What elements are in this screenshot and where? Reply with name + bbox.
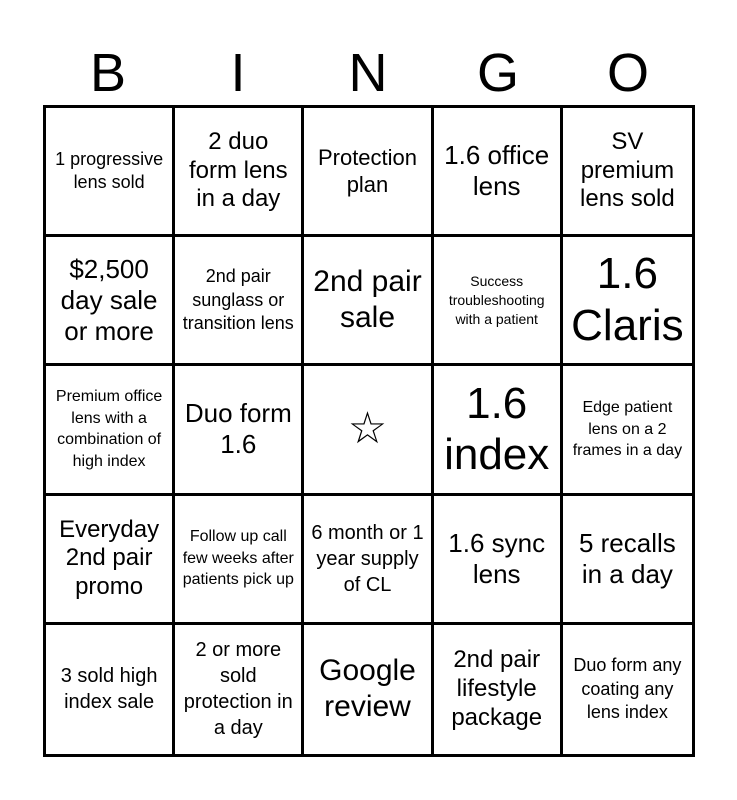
bingo-cell-g1[interactable]	[434, 108, 563, 237]
cell-label: Follow up call few weeks after patients pick up	[182, 528, 294, 589]
bingo-cell-i4[interactable]	[175, 496, 304, 625]
cell-label: SV premium lens sold	[580, 127, 675, 213]
header-letter-g: G	[476, 43, 519, 103]
bingo-board	[43, 105, 695, 757]
bingo-cell-i3[interactable]	[175, 366, 304, 495]
bingo-cell-o1[interactable]	[563, 108, 692, 237]
cell-label: 1 progressive lens sold	[55, 148, 164, 193]
cell-label: 2 or more sold protection in a day	[183, 639, 293, 740]
bingo-cell-o4[interactable]	[563, 496, 692, 625]
bingo-cell-g3[interactable]	[434, 366, 563, 495]
bingo-cell-b1[interactable]	[46, 108, 175, 237]
cell-label: 6 month or 1 year supply of CL	[311, 521, 424, 596]
cell-label: 1.6 office lens	[444, 139, 550, 202]
cell-label: 2 duo form lens in a day	[188, 127, 288, 213]
cell-label: $2,500 day sale or more	[60, 253, 158, 346]
bingo-header	[43, 40, 693, 106]
bingo-cell-g2[interactable]	[434, 237, 563, 366]
bingo-cell-n3-free[interactable]	[304, 366, 433, 495]
header-letter-n: N	[348, 43, 388, 103]
header-letter-o: O	[606, 43, 649, 103]
bingo-cell-i2[interactable]	[175, 237, 304, 366]
bingo-cell-o2[interactable]	[563, 237, 692, 366]
cell-label: 1.6 index	[444, 378, 550, 480]
bingo-cell-b2[interactable]	[46, 237, 175, 366]
bingo-cell-g5[interactable]	[434, 625, 563, 754]
cell-label: Everyday 2nd pair promo	[59, 515, 160, 601]
cell-label: 5 recalls in a day	[578, 527, 676, 589]
cell-label: Edge patient lens on a 2 frames in a day	[572, 399, 683, 460]
star-icon: ☆	[347, 403, 388, 455]
cell-label: Protection plan	[317, 144, 418, 198]
bingo-cell-n5[interactable]	[304, 625, 433, 754]
cell-label: 3 sold high index sale	[60, 665, 158, 714]
bingo-cell-o5[interactable]	[563, 625, 692, 754]
bingo-cell-n4[interactable]	[304, 496, 433, 625]
bingo-cell-n2[interactable]	[304, 237, 433, 366]
cell-label: Duo form 1.6	[184, 398, 292, 460]
bingo-cell-i1[interactable]	[175, 108, 304, 237]
bingo-cell-b4[interactable]	[46, 496, 175, 625]
cell-label: Premium office lens with a combination of high index	[55, 388, 163, 471]
cell-label: Google review	[319, 654, 416, 724]
header-letter-i: I	[230, 43, 246, 103]
bingo-cell-g4[interactable]	[434, 496, 563, 625]
cell-label: 1.6 Claris	[571, 249, 684, 351]
cell-label: Success troubleshooting with a patient	[448, 272, 545, 327]
bingo-cell-b3[interactable]	[46, 366, 175, 495]
bingo-cell-i5[interactable]	[175, 625, 304, 754]
cell-label: 2nd pair sunglass or transition lens	[182, 266, 294, 333]
bingo-cell-o3[interactable]	[563, 366, 692, 495]
cell-label: 1.6 sync lens	[448, 527, 546, 589]
header-letter-b: B	[89, 43, 127, 103]
bingo-cell-n1[interactable]	[304, 108, 433, 237]
cell-label: 2nd pair sale	[313, 265, 422, 335]
cell-label: Duo form any coating any lens index	[573, 655, 682, 723]
bingo-cell-b5[interactable]	[46, 625, 175, 754]
cell-label: 2nd pair lifestyle package	[451, 646, 543, 731]
